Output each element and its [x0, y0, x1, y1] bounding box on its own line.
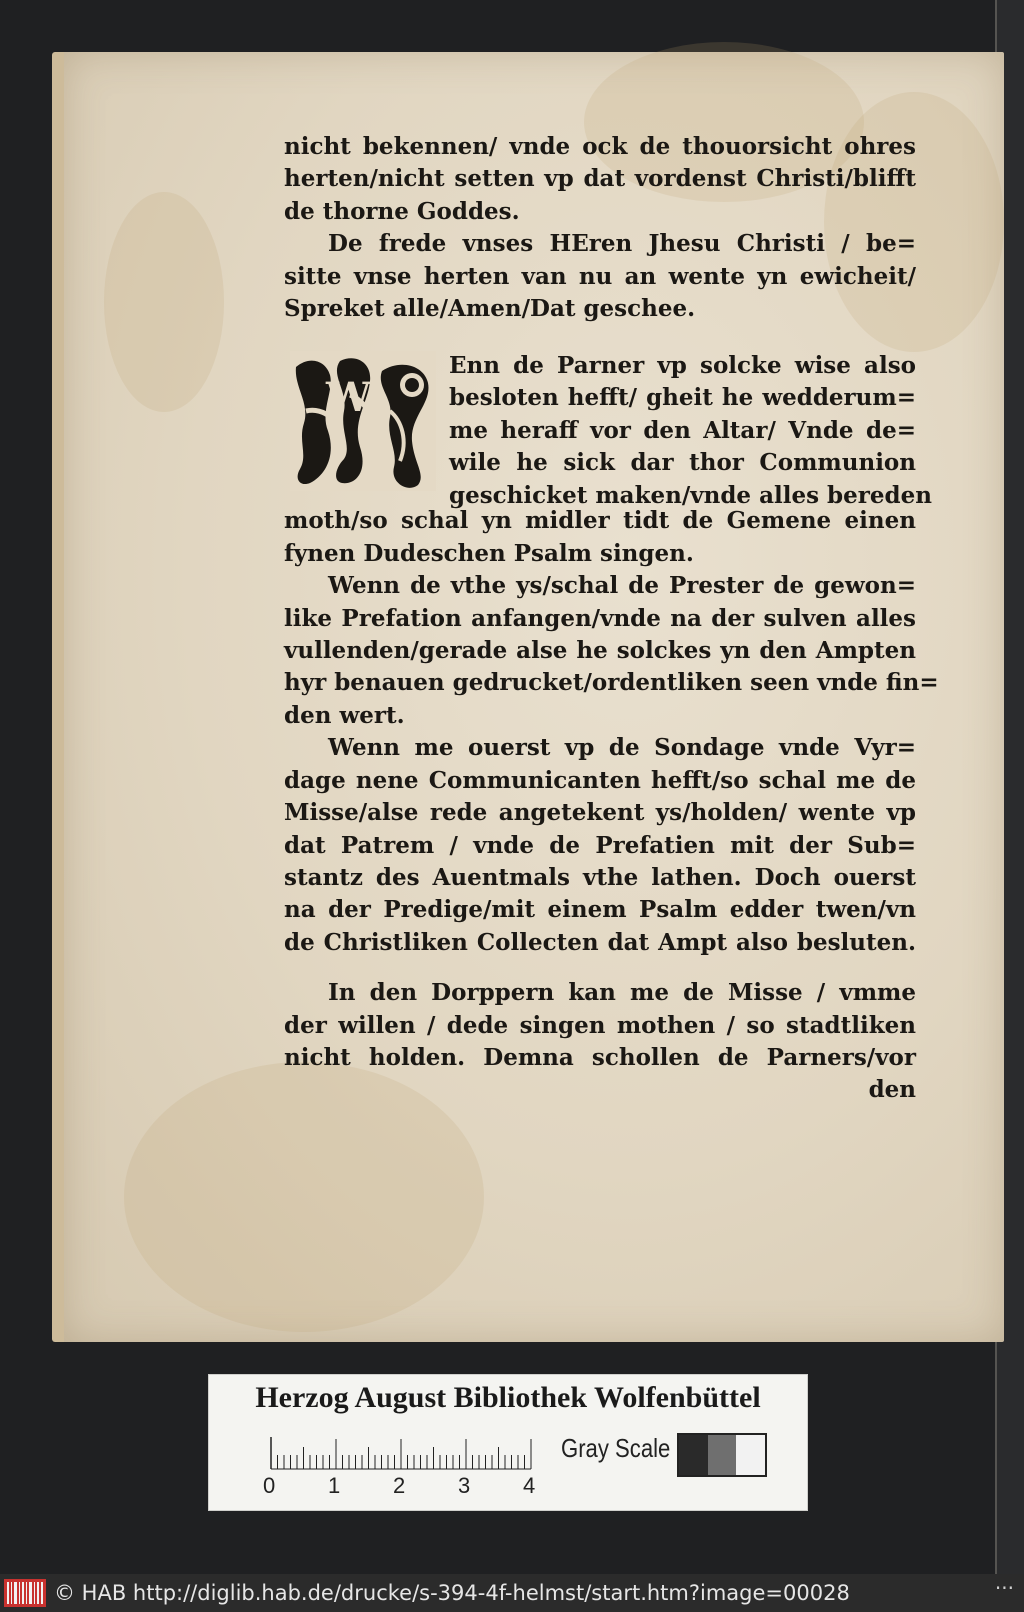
text-line: moth/so schal yn midler tidt de Gemene einen: [284, 507, 916, 535]
ruler-number: 0: [263, 1473, 276, 1498]
paragraph-top: [284, 131, 916, 228]
catchword: den: [868, 1076, 916, 1104]
initial-paragraph: [449, 350, 932, 512]
paragraph-after-initial: [284, 505, 916, 570]
ruler-number: 3: [458, 1473, 471, 1498]
text-line: vullenden/gerade alse he solckes yn den Ampten: [284, 637, 916, 665]
text-line: wile he sick dar thor Communion: [449, 449, 916, 477]
scale-label-card: [208, 1374, 808, 1511]
ruler-number: 2: [393, 1473, 406, 1498]
text-line: nicht holden. Demna schollen de Parners/vor: [284, 1043, 916, 1071]
gray-scale-label: Gray Scale: [561, 1433, 671, 1463]
text-line: Wenn de vthe ys/schal de Prester de gewon=: [328, 572, 916, 600]
text-line: Spreket alle/Amen/Dat geschee.: [284, 295, 696, 323]
viewer-footer: [0, 1574, 1024, 1612]
text-line: der willen / dede singen mothen / so stadtliken: [284, 1011, 916, 1039]
text-line: stantz des Auentmals vthe lathen. Doch ouerst: [284, 863, 916, 891]
text-line: De frede vnses HEren Jhesu Christi / be=: [328, 230, 916, 258]
initial-letter: W: [326, 374, 371, 421]
ruler-number: 1: [328, 1473, 341, 1498]
text-line: herten/nicht setten vp dat vordenst Christi/blifft: [284, 165, 916, 193]
text-line: me heraff vor den Altar/ Vnde de=: [449, 416, 916, 444]
text-line: In den Dorppern kan me de Misse / vmme: [328, 979, 916, 1007]
text-line: hyr benauen gedrucket/ordentliken seen vnde fin=: [284, 669, 939, 697]
paragraph-prayer: [284, 228, 916, 325]
text-line: de thorne Goddes.: [284, 197, 520, 225]
text-line: sitte vnse herten van nu an wente yn ewicheit/: [284, 262, 916, 290]
gray-swatch-patch: [736, 1435, 765, 1475]
more-options-icon[interactable]: ···: [994, 1576, 1014, 1600]
paragraph-communicanten: [284, 732, 916, 959]
text-line: Wenn me ouerst vp de Sondage vnde Vyr=: [328, 734, 916, 762]
ruler-number: 4: [523, 1473, 536, 1498]
paragraph-dorppern: [284, 977, 916, 1074]
page-text: [284, 131, 939, 1107]
text-line: dage nene Communicanten hefft/so schal me de: [284, 766, 916, 794]
library-name: Herzog August Bibliothek Wolfenbüttel: [255, 1381, 761, 1414]
copyright-url[interactable]: © HAB http://diglib.hab.de/drucke/s-394-4f-helmst/start.htm?image=00028: [54, 1581, 850, 1605]
gray-scale-swatch: [677, 1433, 767, 1477]
text-line: nicht bekennen/ vnde ock de thouorsicht ohres: [284, 133, 916, 160]
text-line: like Prefation anfangen/vnde na der sulven alles: [284, 604, 916, 632]
text-line: Misse/alse rede angetekent ys/holden/ wente vp: [284, 799, 916, 827]
ruler-numbers: [209, 1473, 807, 1507]
gray-swatch-patch: [679, 1435, 708, 1475]
text-line: dat Patrem / vnde de Prefatien mit der Sub=: [284, 831, 916, 859]
text-line: den wert.: [284, 701, 405, 729]
text-line: de Christliken Collecten dat Ampt also besluten.: [284, 928, 916, 956]
text-line: na der Predige/mit einem Psalm edder twen/vn: [284, 896, 916, 924]
paragraph-initial: [449, 350, 932, 512]
barcode-logo-icon: [4, 1579, 46, 1607]
gray-swatch-patch: [708, 1435, 737, 1475]
text-line: besloten hefft/ gheit he wedderum=: [449, 384, 916, 412]
text-line: geschicket maken/vnde alles bereden: [449, 481, 932, 509]
paragraph-prefation: [284, 570, 939, 732]
water-stain: [104, 192, 224, 412]
text-line: Enn de Parner vp solcke wise also: [449, 352, 916, 379]
text-line: fynen Dudeschen Psalm singen.: [284, 539, 694, 567]
